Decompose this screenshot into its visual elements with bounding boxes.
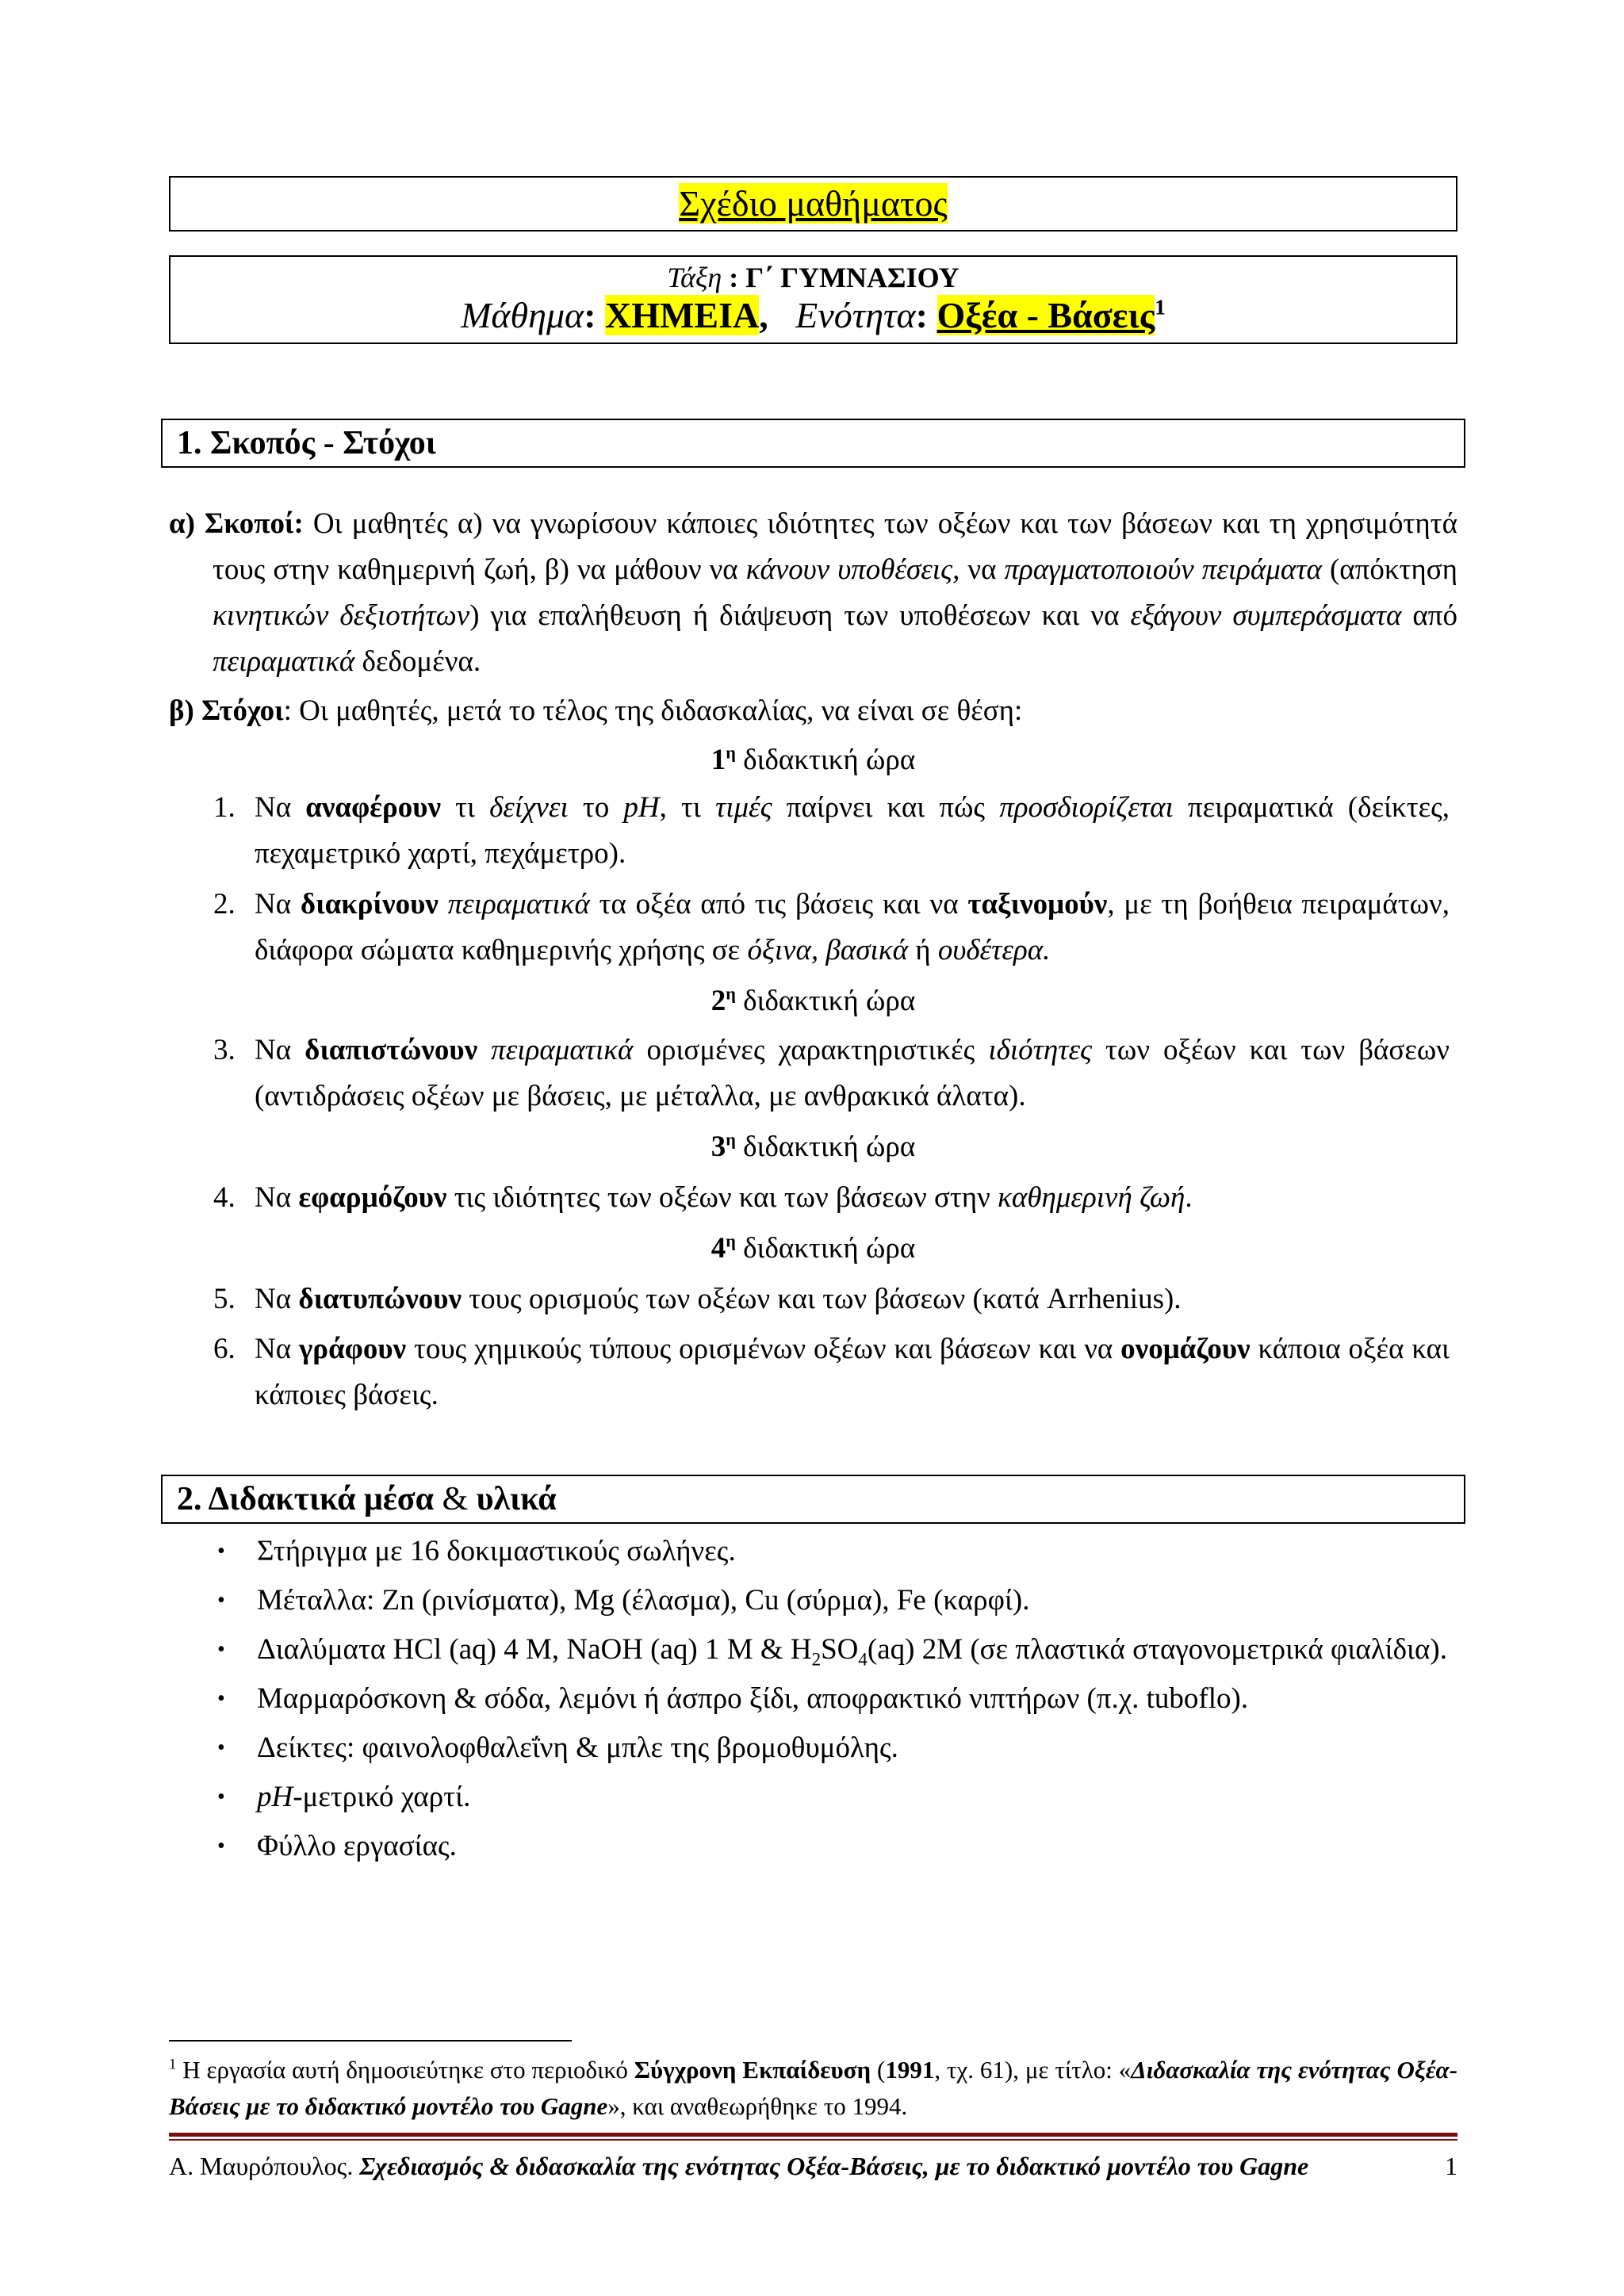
list-item: • Φύλλο εργασίας. <box>213 1823 1450 1869</box>
objective-item-1: 1. Να αναφέρουν τι δείχνει το pH, τι τιμές παίρνει και πώς προσδιορίζεται πειραματικά (δείκτες, πεχαμετρικό χαρτί, πεχάμετρο). <box>213 791 1450 870</box>
bullet-icon: • <box>217 1637 225 1662</box>
objective-item-4: 4. Να εφαρμόζουν τις ιδιότητες των οξέων και των βάσεων στην καθημερινή ζωή. <box>213 1181 1193 1214</box>
objective-item-3: 3. Να διαπιστώνουν πειραματικά ορισμένες χαρακτηριστικές ιδιότητες των οξέων και των βάσεων (αντιδράσεις οξέων με βάσεις, με μέταλλα, με ανθρακικά άλατα). <box>213 1034 1450 1112</box>
objective-item-5: 5. Να διατυπώνουν τους ορισμούς των οξέων και των βάσεων (κατά Arrhenius). <box>213 1283 1182 1315</box>
page-title: Σχέδιο μαθήματος <box>679 183 948 224</box>
footnote-separator <box>169 2040 572 2042</box>
page-number: 1 <box>1445 2152 1457 2180</box>
bullet-icon: • <box>217 1834 225 1858</box>
materials-list <box>213 1529 1450 1873</box>
list-item: • Δείκτες: φαινολοφθαλεΐνη & μπλε της βρομοθυμόλης. <box>213 1725 1450 1771</box>
hour-heading-1: $1^\eta$ διδακτική ώρα <box>710 742 916 776</box>
footnote: $^1$ Η εργασία αυτή δημοσιεύτηκε στο περιοδικό Σύγχρονη Εκπαίδευση (1991, τχ. 61), με τίτλο: «Διδασκαλία της ενότητας Οξέα-Βάσεις με το διδακτικό μοντέλο του Gagne», και αναθεωρήθηκε το 1994. <box>169 2056 1458 2120</box>
list-item: • Μαρμαρόσκονη & σόδα, λεμόνι ή άσπρο ξίδι, αποφρακτικό νιπτήρων (π.χ. tuboflo). <box>213 1676 1450 1722</box>
hour-heading-4: $4^\eta$ διδακτική ώρα <box>710 1230 916 1265</box>
bullet-icon: • <box>217 1735 225 1760</box>
lesson-info-box <box>169 255 1457 344</box>
objective-item-6: 6. Να γράφουν τους χημικούς τύπους ορισμένων οξέων και βάσεων και να ονομάζουν κάποια οξέα και κάποιες βάσεις. <box>213 1333 1450 1411</box>
bullet-icon: • <box>217 1686 225 1711</box>
class-line: Τάξη : Γ΄ ΓΥΜΝΑΣΙΟΥ <box>667 262 959 293</box>
hour-heading-2: $2^\eta$ διδακτική ώρα <box>710 983 916 1017</box>
list-item: • Στήριγμα με 16 δοκιμαστικούς σωλήνες. <box>213 1529 1450 1575</box>
list-item: • Διαλύματα HCl (aq) 4 M, NaOH (aq) 1 M & $H_2SO_4(aq)$ 2M (σε πλαστικά σταγονομετρικά φιαλίδια). <box>213 1627 1450 1673</box>
bullet-icon: • <box>217 1785 225 1809</box>
section-1-heading: 1. Σκοπός - Στόχοι <box>161 419 1465 468</box>
list-item: • pH-μετρικό χαρτί. <box>213 1774 1450 1820</box>
footer-rule <box>169 2133 1457 2137</box>
bullet-icon: • <box>217 1588 225 1613</box>
objectives-intro: β) Στόχοι: Οι μαθητές, μετά το τέλος της διδασκαλίας, να είναι σε θέση: <box>169 695 1023 727</box>
section-2-heading: 2. Διδακτικά μέσα & υλικά <box>161 1475 1465 1524</box>
page-footer: Α. Μαυρόπουλος. Σχεδιασμός & διδασκαλία της ενότητας Οξέα-Βάσεις, με το διδακτικό μοντέλο του Gagne 1 <box>169 2146 1457 2186</box>
footer-rule <box>169 2139 1457 2141</box>
list-item: • Μέταλλα: Zn (ρινίσματα), Mg (έλασμα), Cu (σύρμα), Fe (καρφί). <box>213 1578 1450 1624</box>
objective-item-2: 2. Να διακρίνουν πειραματικά τα οξέα από τις βάσεις και να ταξινομούν, με τη βοήθεια πειραμάτων, διάφορα σώματα καθημερινής χρήσης σε όξινα, βασικά ή ουδέτερα. <box>213 888 1450 966</box>
bullet-icon: • <box>217 1539 225 1563</box>
lesson-line: Μάθημα: ΧΗΜΕΙΑ, Ενότητα: Οξέα - Βάσεις$^1$ <box>461 294 1166 335</box>
title-box <box>169 176 1457 232</box>
hour-heading-3: $3^\eta$ διδακτική ώρα <box>710 1129 916 1163</box>
aims-paragraph: α) Σκοποί: Οι μαθητές α) να γνωρίσουν κάποιες ιδιότητες των οξέων και των βάσεων και τη χρησιμότητά τους στην καθημερινή ζωή, β) να μάθουν να κάνουν υποθέσεις, να πραγματοποιούν πειράματα (απόκτηση κινητικών δεξιοτήτων) για επαλήθευση ή διάψευση των υποθέσεων και να εξάγουν συμπεράσματα από πειραματικά δεδομένα. <box>169 507 1458 678</box>
